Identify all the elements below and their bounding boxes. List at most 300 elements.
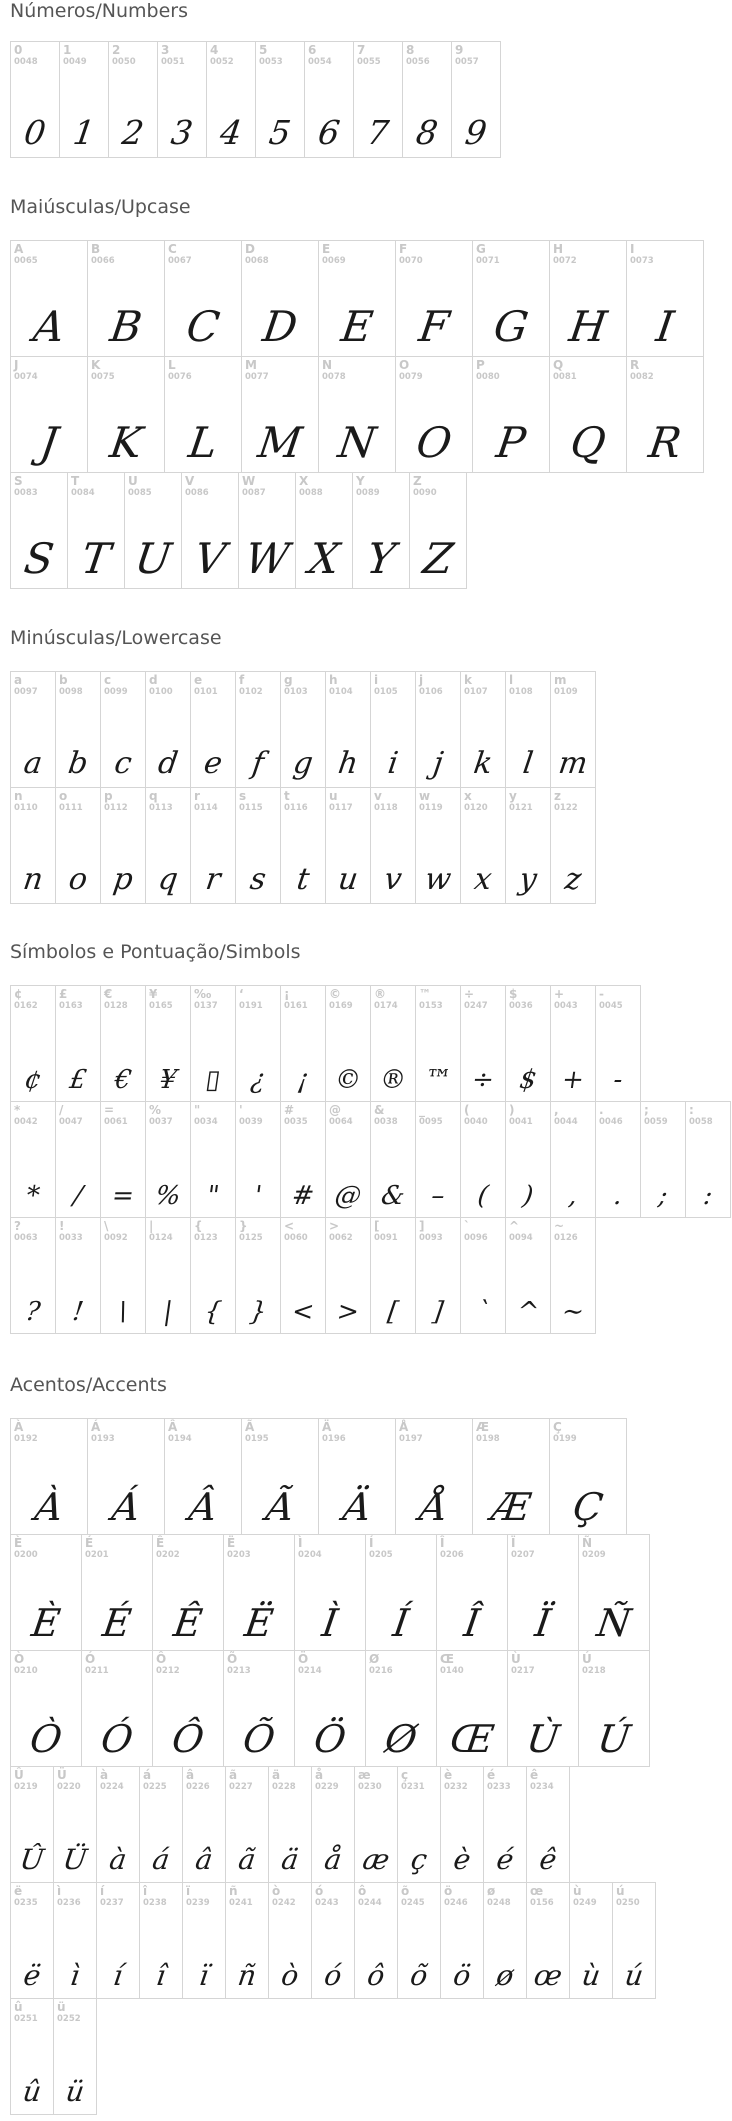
glyph-char-label: e [194, 673, 203, 687]
glyph-code-label: 0072 [553, 256, 577, 266]
glyph-char-label: Æ [476, 1420, 490, 1434]
glyph-sample: å [322, 1843, 344, 1876]
glyph-sample: [ [385, 1297, 401, 1327]
glyph-sample: õ [408, 1959, 430, 1992]
glyph-code-label: 0093 [419, 1233, 443, 1243]
glyph-code-label: 0085 [128, 488, 152, 498]
glyph-char-label: Ã [245, 1420, 255, 1434]
glyph-char-label: Ó [85, 1652, 96, 1666]
glyph-sample: A [30, 302, 68, 351]
glyph-cell [268, 1766, 312, 1883]
glyph-sample: J [37, 418, 61, 467]
glyph-cell [100, 671, 146, 788]
glyph-code-label: 0094 [509, 1233, 533, 1243]
glyph-char-label: & [374, 1103, 385, 1117]
glyph-sample: à [107, 1843, 129, 1876]
glyph-cell [241, 356, 319, 473]
glyph-code-label: 0244 [358, 1898, 382, 1908]
glyph-code-label: 0242 [272, 1898, 296, 1908]
glyph-char-label: N [322, 358, 333, 372]
glyph-cell [549, 356, 627, 473]
glyph-sample: { [202, 1297, 224, 1327]
glyph-cell [164, 1418, 242, 1535]
glyph-code-label: 0218 [582, 1666, 606, 1676]
glyph-cell [67, 472, 125, 589]
glyph-sample: n [20, 862, 46, 897]
glyph-char-label: J [14, 358, 19, 372]
glyph-char-label: ç [401, 1768, 409, 1782]
glyph-char-label: ó [315, 1884, 324, 1898]
glyph-cell [505, 787, 551, 904]
glyph-code-label: 0088 [299, 488, 323, 498]
glyph-code-label: 0073 [630, 256, 654, 266]
glyph-char-label: _ [419, 1103, 425, 1117]
glyph-char-label: œ [530, 1884, 544, 1898]
glyph-code-label: 0059 [644, 1117, 668, 1127]
glyph-cell [145, 787, 191, 904]
glyph-cell [397, 1766, 441, 1883]
glyph-char-label: m [554, 673, 567, 687]
glyph-char-label: f [239, 673, 245, 687]
glyph-char-label: ? [14, 1219, 21, 1233]
glyph-sample: Á [109, 1485, 143, 1529]
glyph-cell [549, 1418, 627, 1535]
glyph-cell [190, 1101, 236, 1218]
glyph-char-label: ] [419, 1219, 425, 1233]
glyph-sample: Z [420, 534, 457, 583]
glyph-char-label: 4 [210, 43, 219, 57]
glyph-sample: P [493, 418, 529, 467]
glyph-sample: ç [408, 1843, 430, 1876]
glyph-code-label: 0197 [399, 1434, 423, 1444]
glyph-cell [145, 671, 191, 788]
glyph-code-label: 0046 [599, 1117, 623, 1127]
glyph-char-label: Õ [227, 1652, 238, 1666]
glyph-code-label: 0161 [284, 1001, 308, 1011]
glyph-sample: Ë [242, 1601, 276, 1645]
glyph-char-label: S [14, 474, 23, 488]
glyph-code-label: 0239 [186, 1898, 210, 1908]
glyph-char-label: ^ [509, 1219, 520, 1233]
glyph-sample: Ø [382, 1717, 420, 1761]
glyph-char-label: c [104, 673, 112, 687]
glyph-code-label: 0057 [455, 57, 479, 67]
glyph-char-label: M [245, 358, 257, 372]
glyph-char-label: Z [413, 474, 422, 488]
glyph-char-label: ü [57, 2000, 66, 2014]
glyph-code-label: 0202 [156, 1550, 180, 1560]
glyph-code-label: 0120 [464, 803, 488, 813]
glyph-cell [10, 240, 88, 357]
glyph-grid-numbers [10, 41, 501, 158]
glyph-sample: ï [197, 1959, 211, 1992]
glyph-code-label: 0041 [509, 1117, 533, 1127]
glyph-cell [595, 985, 641, 1102]
glyph-char-label: B [91, 242, 101, 256]
glyph-code-label: 0071 [476, 256, 500, 266]
glyph-sample: ( [475, 1181, 491, 1211]
glyph-code-label: 0033 [59, 1233, 83, 1243]
glyph-sample: * [24, 1181, 42, 1211]
glyph-cell [190, 1217, 236, 1334]
glyph-cell [415, 1101, 461, 1218]
glyph-code-label: 0237 [100, 1898, 124, 1908]
glyph-sample: Q [567, 418, 609, 467]
glyph-sample: v [382, 862, 404, 897]
glyph-sample: m [556, 746, 590, 781]
glyph-cell [87, 240, 165, 357]
glyph-char-label: 8 [406, 43, 415, 57]
glyph-row [10, 1101, 731, 1218]
glyph-cell [318, 240, 396, 357]
glyph-sample: Ã [263, 1485, 297, 1529]
glyph-cell [436, 1650, 508, 1767]
glyph-code-label: 0162 [14, 1001, 38, 1011]
glyph-code-label: 0080 [476, 372, 500, 382]
glyph-char-label: ! [59, 1219, 65, 1233]
glyph-sample: j [430, 746, 446, 781]
glyph-cell [370, 671, 416, 788]
glyph-cell [10, 671, 56, 788]
glyph-cell [395, 1418, 473, 1535]
glyph-sample: $ [517, 1065, 539, 1095]
glyph-cell [280, 787, 326, 904]
glyph-cell [325, 671, 371, 788]
glyph-sample: ë [21, 1959, 43, 1992]
glyph-code-label: 0252 [57, 2014, 81, 2024]
glyph-cell [370, 787, 416, 904]
glyph-code-label: 0081 [553, 372, 577, 382]
glyph-char-label: ú [616, 1884, 625, 1898]
glyph-row [10, 1418, 656, 1535]
glyph-row [10, 1650, 656, 1767]
glyph-row [10, 1534, 656, 1651]
glyph-cell [10, 472, 68, 589]
glyph-cell [526, 1882, 570, 1999]
glyph-cell [318, 1418, 396, 1535]
glyph-code-label: 0103 [284, 687, 308, 697]
glyph-code-label: 0036 [509, 1001, 533, 1011]
glyph-cell [294, 1650, 366, 1767]
glyph-char-label: Ê [156, 1536, 165, 1550]
glyph-sample: Æ [488, 1485, 534, 1529]
glyph-char-label: ì [57, 1884, 62, 1898]
glyph-cell [370, 1217, 416, 1334]
glyph-cell [241, 1418, 319, 1535]
glyph-code-label: 0243 [315, 1898, 339, 1908]
glyph-cell [507, 1650, 579, 1767]
glyph-code-label: 0209 [582, 1550, 606, 1560]
glyph-char-label: ë [14, 1884, 23, 1898]
glyph-char-label: Í [369, 1536, 374, 1550]
glyph-char-label: 3 [161, 43, 170, 57]
glyph-char-label: / [59, 1103, 64, 1117]
glyph-cell [415, 671, 461, 788]
section-title-numbers: Números/Numbers [10, 0, 188, 22]
glyph-cell [182, 1766, 226, 1883]
glyph-char-label: ¡ [284, 987, 290, 1001]
glyph-cell [295, 472, 353, 589]
glyph-code-label: 0220 [57, 1782, 81, 1792]
glyph-code-label: 0199 [553, 1434, 577, 1444]
glyph-code-label: 0034 [194, 1117, 218, 1127]
glyph-char-label: Û [14, 1768, 24, 1782]
glyph-cell [164, 356, 242, 473]
glyph-sample: â [193, 1843, 215, 1876]
glyph-cell [280, 1101, 326, 1218]
glyph-char-label: Å [399, 1420, 409, 1434]
glyph-cell [311, 1766, 355, 1883]
glyph-char-label: á [143, 1768, 152, 1782]
glyph-code-label: 0225 [143, 1782, 167, 1792]
glyph-row [10, 41, 501, 158]
glyph-code-label: 0216 [369, 1666, 393, 1676]
glyph-cell [55, 1101, 101, 1218]
glyph-sample: R [645, 418, 685, 467]
glyph-cell [397, 1882, 441, 1999]
glyph-sample: S [21, 534, 57, 583]
glyph-code-label: 0106 [419, 687, 443, 697]
glyph-cell [370, 985, 416, 1102]
glyph-cell [550, 1101, 596, 1218]
glyph-char-label: ¥ [149, 987, 158, 1001]
glyph-sample: È [29, 1601, 63, 1645]
glyph-char-label: Œ [440, 1652, 455, 1666]
glyph-cell [223, 1534, 295, 1651]
glyph-code-label: 0038 [374, 1117, 398, 1127]
glyph-cell [53, 1998, 97, 2115]
glyph-cell [10, 1650, 82, 1767]
glyph-char-label: w [419, 789, 431, 803]
glyph-code-label: 0105 [374, 687, 398, 697]
glyph-char-label: $ [509, 987, 518, 1001]
glyph-char-label: { [194, 1219, 203, 1233]
glyph-cell [96, 1766, 140, 1883]
glyph-code-label: 0099 [104, 687, 128, 697]
glyph-code-label: 0230 [358, 1782, 382, 1792]
glyph-char-label: [ [374, 1219, 380, 1233]
glyph-cell [280, 671, 326, 788]
glyph-char-label: L [168, 358, 176, 372]
glyph-sample: ® [377, 1065, 409, 1095]
glyph-cell [10, 41, 60, 158]
glyph-char-label: ä [272, 1768, 281, 1782]
glyph-char-label: R [630, 358, 640, 372]
glyph-cell [685, 1101, 731, 1218]
glyph-char-label: 9 [455, 43, 464, 57]
glyph-code-label: 0211 [85, 1666, 109, 1676]
glyph-cell [550, 671, 596, 788]
glyph-cell [235, 787, 281, 904]
glyph-code-label: 0070 [399, 256, 423, 266]
glyph-cell [549, 240, 627, 357]
glyph-char-label: ' [239, 1103, 243, 1117]
glyph-sample: ¿ [248, 1065, 268, 1095]
glyph-cell [505, 985, 551, 1102]
glyph-char-label: X [299, 474, 309, 488]
glyph-char-label: H [553, 242, 564, 256]
glyph-sample: Ó [98, 1717, 136, 1761]
glyph-code-label: 0047 [59, 1117, 83, 1127]
glyph-cell [145, 1217, 191, 1334]
glyph-cell [223, 1650, 295, 1767]
glyph-code-label: 0053 [259, 57, 283, 67]
glyph-sample: w [422, 862, 454, 897]
glyph-sample: W [242, 534, 293, 583]
glyph-char-label: t [284, 789, 290, 803]
glyph-grid-upcase [10, 240, 704, 589]
glyph-char-label: î [143, 1884, 148, 1898]
glyph-cell [206, 41, 256, 158]
glyph-sample: ™ [422, 1065, 454, 1095]
glyph-char-label: P [476, 358, 485, 372]
glyph-code-label: 0212 [156, 1666, 180, 1676]
glyph-code-label: 0195 [245, 1434, 269, 1444]
glyph-cell [325, 1217, 371, 1334]
glyph-code-label: 0098 [59, 687, 83, 697]
glyph-sample: k [471, 746, 495, 781]
glyph-code-label: 0128 [104, 1001, 128, 1011]
glyph-code-label: 0062 [329, 1233, 353, 1243]
glyph-code-label: 0060 [284, 1233, 308, 1243]
glyph-cell [225, 1882, 269, 1999]
glyph-char-label: © [329, 987, 341, 1001]
glyph-char-label: ø [487, 1884, 496, 1898]
glyph-sample: a [21, 746, 45, 781]
glyph-char-label: 7 [357, 43, 366, 57]
glyph-sample: E [338, 302, 376, 351]
glyph-sample: Ö [311, 1717, 349, 1761]
glyph-char-label: Ø [369, 1652, 380, 1666]
glyph-cell [139, 1882, 183, 1999]
glyph-char-label: À [14, 1420, 24, 1434]
glyph-row [10, 472, 704, 589]
glyph-char-label: j [419, 673, 424, 687]
glyph-cell [626, 240, 704, 357]
glyph-code-label: 0040 [464, 1117, 488, 1127]
glyph-sample: ] [430, 1297, 446, 1327]
glyph-sample: 6 [315, 113, 343, 152]
glyph-char-label: U [128, 474, 138, 488]
glyph-sample: À [32, 1485, 66, 1529]
glyph-code-label: 0112 [104, 803, 128, 813]
glyph-sample: ` [474, 1297, 492, 1327]
glyph-code-label: 0193 [91, 1434, 115, 1444]
section-title-symbols: Símbolos e Pontuação/Simbols [10, 941, 301, 963]
glyph-char-label: K [91, 358, 101, 372]
glyph-code-label: 0205 [369, 1550, 393, 1560]
glyph-cell [235, 985, 281, 1102]
glyph-sample: ~ [559, 1297, 586, 1327]
glyph-sample: p [111, 862, 136, 897]
glyph-cell [100, 787, 146, 904]
glyph-sample: ¡ [295, 1065, 311, 1095]
glyph-sample: } [247, 1297, 269, 1327]
glyph-char-label: Ò [14, 1652, 25, 1666]
glyph-char-label: É [85, 1536, 94, 1550]
glyph-cell [235, 1101, 281, 1218]
glyph-char-label: 0 [14, 43, 23, 57]
glyph-cell [318, 356, 396, 473]
glyph-code-label: 0163 [59, 1001, 83, 1011]
glyph-char-label: € [104, 987, 113, 1001]
glyph-char-label: ã [229, 1768, 238, 1782]
glyph-char-label: d [149, 673, 158, 687]
glyph-code-label: 0241 [229, 1898, 253, 1908]
glyph-code-label: 0110 [14, 803, 38, 813]
glyph-char-label: l [509, 673, 514, 687]
glyph-char-label: é [487, 1768, 496, 1782]
glyph-cell [612, 1882, 656, 1999]
glyph-sample: î [154, 1959, 168, 1992]
glyph-code-label: 0210 [14, 1666, 38, 1676]
glyph-cell [124, 472, 182, 589]
glyph-sample: Û [17, 1843, 47, 1876]
glyph-char-label: \ [104, 1219, 109, 1233]
glyph-char-label: A [14, 242, 24, 256]
glyph-cell [145, 1101, 191, 1218]
glyph-cell [472, 240, 550, 357]
glyph-sample: = [109, 1181, 136, 1211]
glyph-sample: U [131, 534, 175, 583]
glyph-cell [139, 1766, 183, 1883]
glyph-char-label: % [149, 1103, 162, 1117]
glyph-cell [472, 1418, 550, 1535]
glyph-char-label: å [315, 1768, 324, 1782]
glyph-sample: Ì [319, 1601, 341, 1645]
glyph-cell [550, 1217, 596, 1334]
glyph-code-label: 0213 [227, 1666, 251, 1676]
glyph-code-label: 0064 [329, 1117, 353, 1127]
glyph-sample: 3 [168, 113, 196, 152]
glyph-cell [55, 985, 101, 1102]
glyph-sample: > [334, 1297, 361, 1327]
glyph-cell [108, 41, 158, 158]
glyph-sample: e [201, 746, 225, 781]
glyph-code-label: 0219 [14, 1782, 38, 1792]
glyph-sample: r [203, 862, 223, 897]
glyph-char-label: D [245, 242, 255, 256]
glyph-cell [578, 1650, 650, 1767]
glyph-sample: Å [417, 1485, 451, 1529]
glyph-char-label: V [185, 474, 195, 488]
glyph-cell [505, 1101, 551, 1218]
glyph-cell [87, 356, 165, 473]
glyph-code-label: 0078 [322, 372, 346, 382]
glyph-char-label: ; [644, 1103, 649, 1117]
glyph-char-label: C [168, 242, 177, 256]
glyph-cell [550, 787, 596, 904]
glyph-char-label: ô [358, 1884, 367, 1898]
glyph-cell [53, 1766, 97, 1883]
glyph-cell [10, 1766, 54, 1883]
glyph-sample: Œ [447, 1717, 497, 1761]
section-title-accents: Acentos/Accents [10, 1374, 167, 1396]
glyph-code-label: 0169 [329, 1001, 353, 1011]
glyph-code-label: 0111 [59, 803, 83, 813]
glyph-char-label: W [242, 474, 256, 488]
glyph-cell [10, 1418, 88, 1535]
glyph-code-label: 0104 [329, 687, 353, 697]
glyph-char-label: i [374, 673, 379, 687]
glyph-grid-lowercase [10, 671, 596, 904]
glyph-char-label: Ç [553, 1420, 562, 1434]
glyph-sample: g [291, 746, 316, 781]
glyph-char-label: s [239, 789, 247, 803]
glyph-char-label: £ [59, 987, 68, 1001]
section-title-upcase: Maiúsculas/Upcase [10, 196, 191, 218]
glyph-cell [190, 985, 236, 1102]
